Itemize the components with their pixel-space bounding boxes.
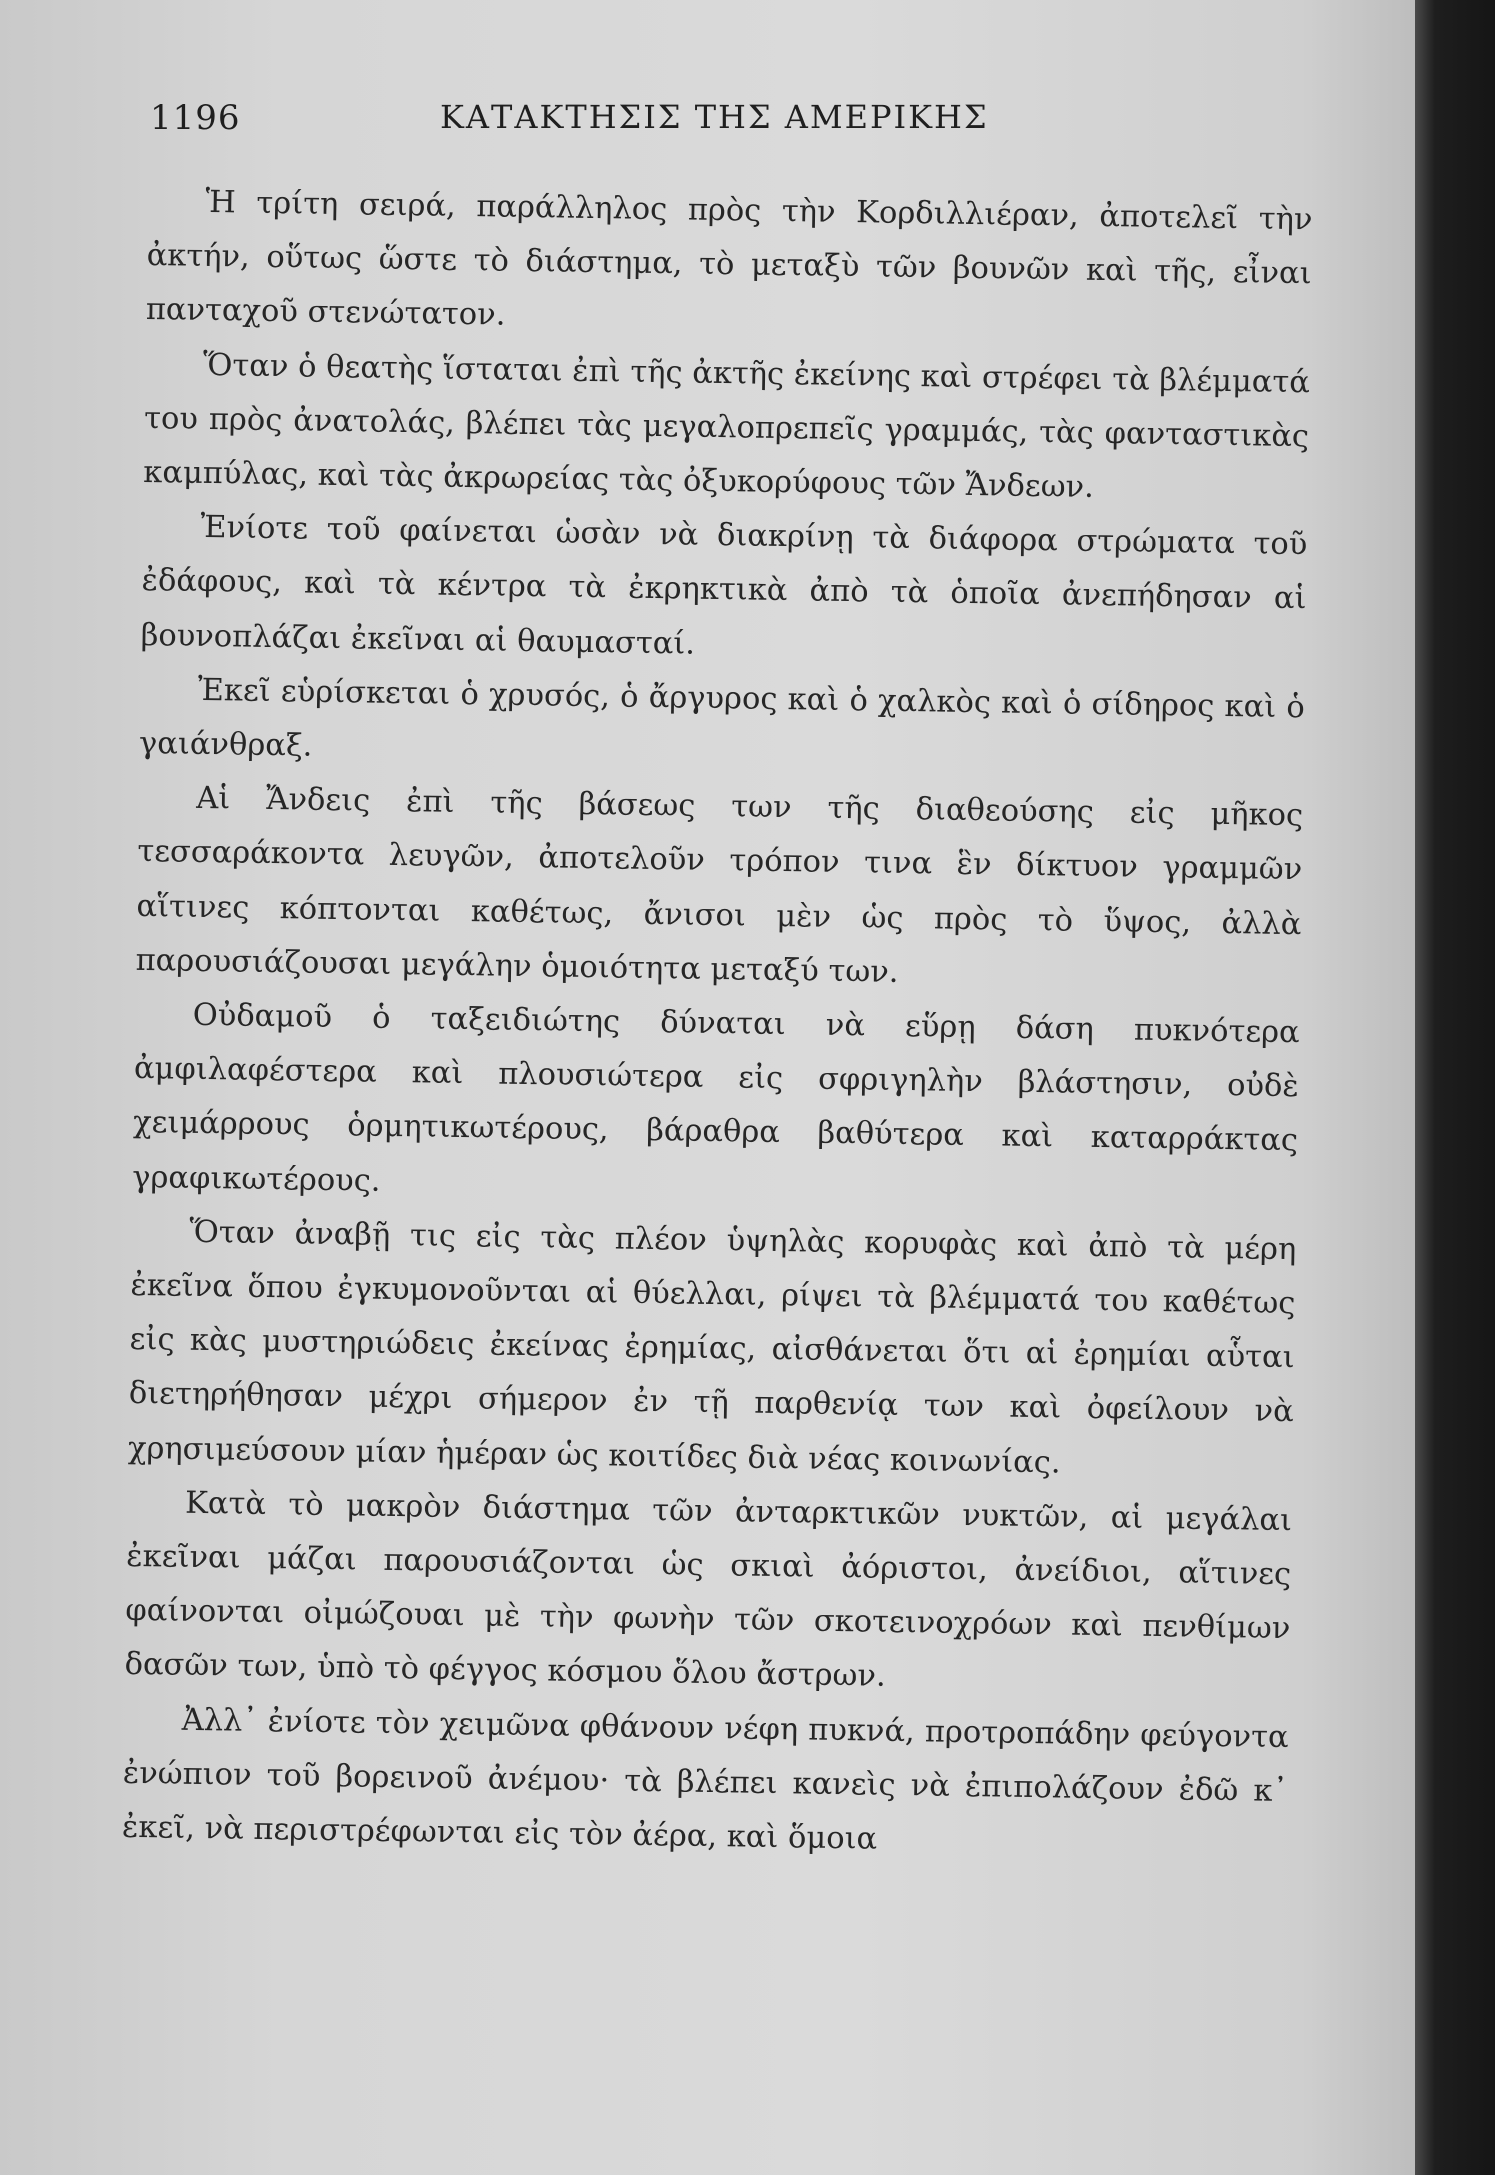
paragraph: Ἐκεῖ εὑρίσκεται ὁ χρυσός, ὁ ἄργυρος καὶ ὁ χαλκὸς καὶ ὁ σίδηρος καὶ ὁ γαιάνθραξ. bbox=[138, 672, 1306, 764]
paragraph: Ἀλλ᾽ ἐνίοτε τὸν χειμῶνα φθάνουν νέφη πυκνά, προτροπάδην φεύγοντα ἐνώπιον τοῦ βορεινοῦ ἀνέμου· τὰ βλέπει κανεὶς νὰ ἐπιπολάζουν ἐδῶ κ᾽ ἐκεῖ, νὰ περιστρέφωνται εἰς τὸν ἀέρα, καὶ ὅμοια bbox=[121, 1702, 1289, 1857]
paragraph: Ὅταν ὁ θεατὴς ἵσταται ἐπὶ τῆς ἀκτῆς ἐκείνης καὶ στρέφει τὰ βλέμματά του πρὸς ἀνατολάς, βλέπει τὰς μεγαλοπρεπεῖς γραμμάς, τὰς φανταστικὰς καμπύλας, καὶ τὰς ἀκρωρείας τὰς ὀξυκορύφους τῶν Ἄνδεων. bbox=[143, 347, 1311, 505]
paragraph: Κατὰ τὸ μακρὸν διάστημα τῶν ἀνταρκτικῶν νυκτῶν, αἱ μεγάλαι ἐκεῖναι μάζαι παρουσιάζονται ὡς σκιαὶ ἀόριστοι, ἀνείδιοι, αἵτινες φαίνονται οἰμώζουαι μὲ τὴν φωνὴν τῶν σκοτεινοχρόων καὶ πενθίμων δασῶν των, ὑπὸ τὸ φέγγος κόσμου ὅλου ἄστρων. bbox=[124, 1485, 1293, 1695]
paragraph: Ἐνίοτε τοῦ φαίνεται ὡσὰν νὰ διακρίνῃ τὰ διάφορα στρώματα τοῦ ἐδάφους, καὶ τὰ κέντρα τὰ ἐκρηκτικὰ ἀπὸ τὰ ὁποῖα ἀνεπήδησαν αἱ βουνοπλάζαι ἐκεῖναι αἱ θαυμασταί. bbox=[140, 510, 1308, 662]
book-gutter-shadow bbox=[1415, 0, 1495, 2175]
paragraph: Ὅταν ἀναβῇ τις εἰς τὰς πλέον ὑψηλὰς κορυφὰς καὶ ἀπὸ τὰ μέρη ἐκεῖνα ὅπου ἐγκυμονοῦνται αἱ θύελλαι, ρίψει τὰ βλέμματά του καθέτως εἰς κὰς μυστηριώδεις ἐκείνας ἐρημίας, αἰσθάνεται ὅτι αἱ ἐρημίαι αὗται διετηρήθησαν μέχρι σήμερον ἐν τῇ παρθενίᾳ των καὶ ὀφείλουν νὰ χρησιμεύσουν μίαν ἡμέραν ὡς κοιτίδες διὰ νέας κοινωνίας. bbox=[127, 1214, 1297, 1481]
page-number: 1196 bbox=[150, 98, 241, 138]
body-text bbox=[122, 175, 1313, 1873]
paragraph: Αἱ Ἄνδεις ἐπὶ τῆς βάσεως των τῆς διαθεούσης εἰς μῆκος τεσσαράκοντα λευγῶν, ἀποτελοῦν τρόπον τινα ἓν δίκτυον γραμμῶν αἵτινες κόπτονται καθέτως, ἄνισοι μὲν ὡς πρὸς τὸ ὕψος, ἀλλὰ παρουσιάζουσαι μεγάλην ὁμοιότητα μεταξύ των. bbox=[135, 781, 1304, 990]
running-title: ΚΑΤΑΚΤΗΣΙΣ ΤΗΣ ΑΜΕΡΙΚΗΣ bbox=[440, 98, 989, 136]
paragraph: Ἡ τρίτη σειρά, παράλληλος πρὸς τὴν Κορδιλλιέραν, ἀποτελεῖ τὴν ἀκτήν, οὕτως ὥστε τὸ διάστημα, τὸ μεταξὺ τῶν βουνῶν καὶ τῆς, εἶναι πανταχοῦ στενώτατον. bbox=[145, 184, 1313, 334]
paragraph: Οὐδαμοῦ ὁ ταξειδιώτης δύναται νὰ εὕρῃ δάση πυκνότερα ἀμφιλαφέστερα καὶ πλουσιώτερα εἰς σφριγηλὴν βλάστησιν, οὐδὲ χειμάρρους ὁρμητικωτέρους, βάραθρα βαθύτερα καὶ καταρράκτας γραφικωτέρους. bbox=[131, 997, 1300, 1199]
page-header bbox=[150, 98, 1330, 148]
